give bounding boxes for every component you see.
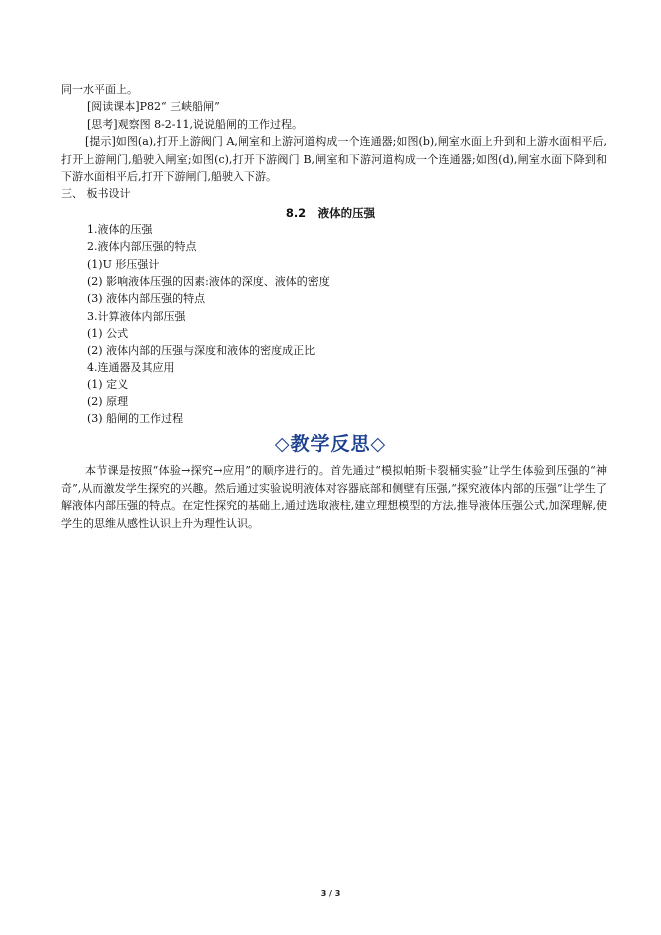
page-number: 3 / 3 [320,889,341,898]
continuation-line: 同一水平面上。 [61,83,138,96]
board-design-heading: 三、 板书设计 [61,187,131,200]
think-question-line: [思考]观察图 8-2-11,说说船闸的工作过程。 [87,118,304,131]
board-item: 2.液体内部压强的特点 [87,240,197,253]
board-item: 3.计算液体内部压强 [87,310,186,323]
hint-paragraph: [提示]如图(a),打开上游阀门 A,闸室和上游河道构成一个连通器;如图(b),闸室水面上升到和上游水面相平后,打开上游闸门,船驶入闸室;如图(c),打开下游阀门 B,闸室和下游河道构成一个连通器;如图(d),闸室水面下降到和下游水面相平后,打开下游闸门,船驶入下游。 [61,135,607,183]
board-item: (2) 影响液体压强的因素:液体的深度、液体的密度 [87,275,330,288]
board-item: (2) 液体内部的压强与深度和液体的密度成正比 [87,344,316,357]
board-item: (3) 船闸的工作过程 [87,412,184,425]
board-item: (2) 原理 [87,395,129,408]
teaching-reflection-title: ◇教学反思◇ [274,433,387,455]
reflection-paragraph: 本节课是按照“体验→探究→应用”的顺序进行的。首先通过“模拟帕斯卡裂桶实验”让学生体验到压强的“神奇”,从而激发学生探究的兴趣。然后通过实验说明液体对容器底部和侧壁有压强,“探究液体内部的压强”让学生了解液体内部压强的特点。在定性探究的基础上,通过选取液柱,建立理想模型的方法,推导液体压强公式,加深理解,使学生的思维从感性认识上升为理性认识。 [61,464,607,530]
board-item: (1)U 形压强计 [87,258,160,271]
board-item: 4.连通器及其应用 [87,361,175,374]
board-item: 1.液体的压强 [87,223,153,236]
board-item: (1) 定义 [87,378,129,391]
board-item: (1) 公式 [87,327,129,340]
board-design-title: 8.2 液体的压强 [285,206,376,220]
board-item: (3) 液体内部压强的特点 [87,292,206,305]
read-textbook-line: [阅读课本]P82“ 三峡船闸” [87,100,220,113]
